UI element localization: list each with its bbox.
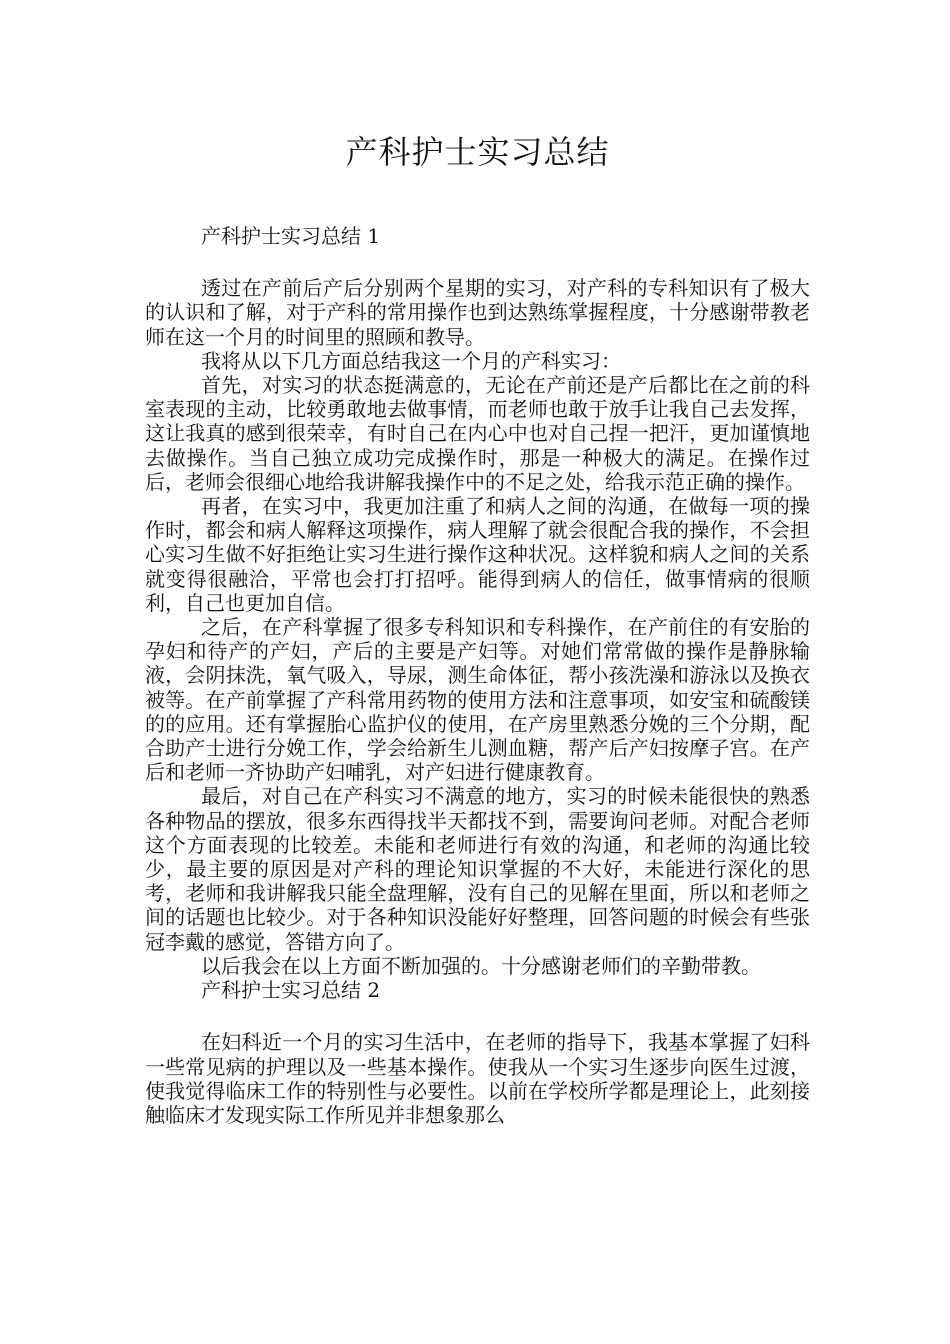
paragraph: 首先，对实习的状态挺满意的，无论在产前还是产后都比在之前的科室表现的主动，比较勇敢地去做事情，而老师也敢于放手让我自己去发挥，这让我真的感到很荣幸，有时自己在内心中也对自己捏一把汗，更加谨慎地去做操作。当自己独立成功完成操作时，那是一种极大的满足。在操作过后，老师会很细心地给我讲解我操作中的不足之处，给我示范正确的操作。 [145,373,810,494]
paragraph: 透过在产前后产后分别两个星期的实习，对产科的专科知识有了极大的认识和了解，对于产科的常用操作也到达熟练掌握程度，十分感谢带教老师在这一个月的时间里的照顾和教导。 [145,276,810,349]
paragraph: 之后，在产科掌握了很多专科知识和专科操作，在产前住的有安胎的孕妇和待产的产妇，产后的主要是产妇等。对她们常常做的操作是静脉输液，会阴抹洗，氧气吸入，导尿，测生命体征，帮小孩洗澡和游泳以及换衣被等。在产前掌握了产科常用药物的使用方法和注意事项，如安宝和硫酸镁的的应用。还有掌握胎心监护仪的使用，在产房里熟悉分娩的三个分期，配合助产士进行分娩工作，学会给新生儿测血糖，帮产后产妇按摩子宫。在产后和老师一齐协助产妇哺乳，对产妇进行健康教育。 [145,615,810,785]
section-heading-1: 产科护士实习总结 1 [201,224,381,248]
document-body [145,224,810,1127]
paragraph: 我将从以下几方面总结我这一个月的产科实习： [201,348,621,373]
paragraph: 再者，在实习中，我更加注重了和病人之间的沟通，在做每一项的操作时，都会和病人解释这项操作，病人理解了就会很配合我的操作，不会担心实习生做不好拒绝让实习生进行操作这种状况。这样貌和病人之间的关系就变得很融洽，平常也会打打招呼。能得到病人的信任，做事情病的很顺利，自己也更加自信。 [145,494,810,615]
document-title: 产科护士实习总结 [345,133,610,171]
section-gap [145,1002,810,1030]
section-heading-2: 产科护士实习总结 2 [201,978,381,1003]
paragraph: 以后我会在以上方面不断加强的。十分感谢老师们的辛勤带教。 [201,953,761,978]
paragraph: 在妇科近一个月的实习生活中，在老师的指导下，我基本掌握了妇科一些常见病的护理以及一些基本操作。使我从一个实习生逐步向医生过渡，使我觉得临床工作的特别性与必要性。以前在学校所学都是理论上，此刻接触临床才发现实际工作所见并非想象那么 [145,1030,810,1127]
section-gap [145,248,810,276]
paragraph: 最后，对自己在产科实习不满意的地方，实习的时候未能很快的熟悉各种物品的摆放，很多东西得找半天都找不到，需要询问老师。对配合老师这个方面表现的比较差。未能和老师进行有效的沟通，和老师的沟通比较少，最主要的原因是对产科的理论知识掌握的不大好，未能进行深化的思考，老师和我讲解我只能全盘理解，没有自己的见解在里面，所以和老师之间的话题也比较少。对于各种知识没能好好整理，回答问题的时候会有些张冠李戴的感觉，答错方向了。 [145,784,810,954]
